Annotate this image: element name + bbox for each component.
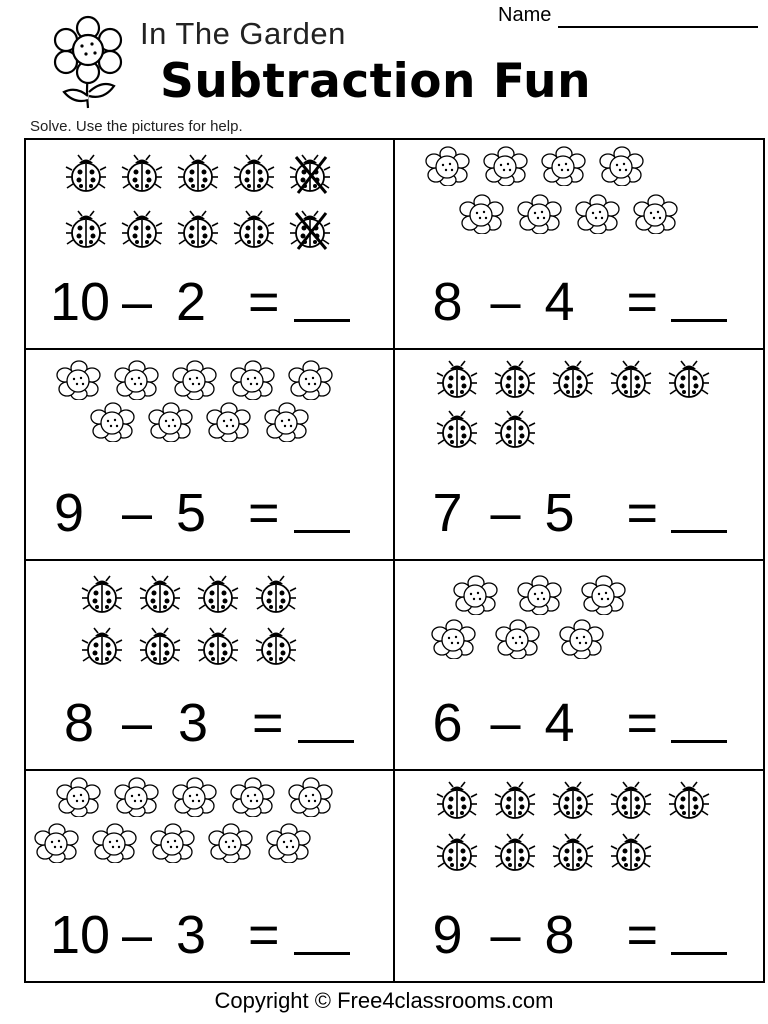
subtrahend: 4 xyxy=(544,692,575,753)
subtrahend: 5 xyxy=(544,482,575,543)
answer-blank[interactable] xyxy=(671,530,727,533)
picture-row xyxy=(34,823,312,863)
ladybug-icon xyxy=(493,833,537,873)
ladybug-icon xyxy=(138,575,182,615)
picture-row xyxy=(459,194,679,234)
flower-icon xyxy=(288,777,334,817)
picture-row xyxy=(435,833,653,873)
ladybug-icon xyxy=(551,833,595,873)
copyright-footer: Copyright © Free4classrooms.com xyxy=(214,988,554,1013)
picture-row xyxy=(56,777,334,817)
flower-icon xyxy=(633,194,679,234)
worksheet-subtitle: In The Garden xyxy=(140,16,346,51)
flower-icon xyxy=(90,402,136,442)
minus-sign: – xyxy=(122,692,153,753)
ladybug-icon xyxy=(435,360,479,400)
answer-blank[interactable] xyxy=(671,319,727,322)
ladybug-icon xyxy=(493,360,537,400)
crossed-ladybug-icon xyxy=(288,210,332,250)
equals-sign: = xyxy=(252,692,284,753)
problem-grid xyxy=(24,138,765,983)
picture-row xyxy=(80,627,298,667)
crossed-ladybug-icon xyxy=(288,154,332,194)
ladybug-icon xyxy=(232,154,276,194)
flower-icon xyxy=(581,575,627,615)
equals-sign: = xyxy=(248,482,280,543)
flower-icon xyxy=(92,823,138,863)
equals-sign: = xyxy=(626,905,659,965)
picture-row xyxy=(435,360,711,400)
flower-icon xyxy=(230,360,276,400)
picture-row xyxy=(64,210,332,250)
problem-cell xyxy=(26,561,395,771)
flower-icon xyxy=(56,360,102,400)
equals-sign: = xyxy=(248,272,280,333)
equals-sign: = xyxy=(626,692,659,753)
picture-row xyxy=(453,575,627,615)
subtrahend: 2 xyxy=(176,272,207,333)
answer-blank[interactable] xyxy=(298,740,354,743)
ladybug-icon xyxy=(64,210,108,250)
ladybug-icon xyxy=(176,154,220,194)
ladybug-icon xyxy=(196,627,240,667)
minuend: 9 xyxy=(432,905,463,965)
ladybug-icon xyxy=(667,360,711,400)
flower-icon xyxy=(34,823,80,863)
flower-icon xyxy=(453,575,499,615)
problem-cell xyxy=(395,771,764,981)
ladybug-icon xyxy=(120,210,164,250)
subtraction-equation xyxy=(395,899,764,971)
flower-icon xyxy=(483,146,529,186)
problem-cell xyxy=(26,350,395,560)
ladybug-icon xyxy=(609,833,653,873)
answer-blank[interactable] xyxy=(671,952,727,955)
ladybug-icon xyxy=(551,360,595,400)
flower-icon xyxy=(208,823,254,863)
flower-icon xyxy=(288,360,334,400)
ladybug-icon xyxy=(609,781,653,821)
minus-sign: – xyxy=(490,692,521,753)
flower-icon xyxy=(206,402,252,442)
flower-icon xyxy=(495,619,541,659)
subtraction-equation xyxy=(26,899,393,971)
flower-icon xyxy=(559,619,605,659)
worksheet-title: Subtraction Fun xyxy=(160,54,592,109)
flower-icon xyxy=(230,777,276,817)
problem-cell xyxy=(395,350,764,560)
ladybug-icon xyxy=(493,781,537,821)
subtrahend: 3 xyxy=(176,905,207,965)
picture-row xyxy=(435,781,711,821)
flower-icon xyxy=(425,146,471,186)
subtrahend: 3 xyxy=(178,692,209,753)
minus-sign: – xyxy=(490,482,521,543)
flower-icon xyxy=(150,823,196,863)
answer-blank[interactable] xyxy=(671,740,727,743)
ladybug-icon xyxy=(176,210,220,250)
picture-row xyxy=(431,619,605,659)
flower-icon xyxy=(459,194,505,234)
subtrahend: 5 xyxy=(176,482,207,543)
subtraction-equation xyxy=(26,266,393,338)
minus-sign: – xyxy=(122,905,153,965)
ladybug-icon xyxy=(196,575,240,615)
problem-cell xyxy=(26,140,395,350)
equals-sign: = xyxy=(248,905,280,965)
flower-icon xyxy=(172,777,218,817)
subtraction-equation xyxy=(395,477,764,549)
flower-icon xyxy=(148,402,194,442)
problem-cell xyxy=(395,561,764,771)
flower-logo-icon xyxy=(48,14,128,110)
flower-icon xyxy=(114,360,160,400)
minuend: 8 xyxy=(64,692,95,753)
name-label: Name xyxy=(498,4,552,26)
picture-row xyxy=(435,410,537,450)
flower-icon xyxy=(517,194,563,234)
name-field-line[interactable] xyxy=(558,26,758,28)
minuend: 9 xyxy=(54,482,85,543)
ladybug-icon xyxy=(80,627,124,667)
minuend: 10 xyxy=(50,905,111,965)
answer-blank[interactable] xyxy=(294,952,350,955)
flower-icon xyxy=(172,360,218,400)
answer-blank[interactable] xyxy=(294,319,350,322)
ladybug-icon xyxy=(551,781,595,821)
picture-row xyxy=(80,575,298,615)
flower-icon xyxy=(575,194,621,234)
minus-sign: – xyxy=(490,272,521,333)
picture-row xyxy=(64,154,332,194)
flower-icon xyxy=(431,619,477,659)
ladybug-icon xyxy=(80,575,124,615)
ladybug-icon xyxy=(120,154,164,194)
ladybug-icon xyxy=(64,154,108,194)
subtraction-equation xyxy=(26,687,393,759)
problem-cell xyxy=(395,140,764,350)
ladybug-icon xyxy=(254,575,298,615)
answer-blank[interactable] xyxy=(294,530,350,533)
ladybug-icon xyxy=(435,833,479,873)
minuend: 8 xyxy=(432,272,463,333)
instructions: Solve. Use the pictures for help. xyxy=(30,118,243,135)
minuend: 10 xyxy=(50,272,111,333)
flower-icon xyxy=(266,823,312,863)
flower-icon xyxy=(599,146,645,186)
equals-sign: = xyxy=(626,482,659,543)
minus-sign: – xyxy=(122,482,153,543)
ladybug-icon xyxy=(138,627,182,667)
subtrahend: 8 xyxy=(544,905,575,965)
minuend: 6 xyxy=(432,692,463,753)
subtrahend: 4 xyxy=(544,272,575,333)
flower-icon xyxy=(114,777,160,817)
minus-sign: – xyxy=(490,905,521,965)
flower-icon xyxy=(264,402,310,442)
flower-icon xyxy=(541,146,587,186)
picture-row xyxy=(425,146,645,186)
picture-row xyxy=(90,402,310,442)
ladybug-icon xyxy=(254,627,298,667)
subtraction-equation xyxy=(26,477,393,549)
minus-sign: – xyxy=(122,272,153,333)
ladybug-icon xyxy=(667,781,711,821)
ladybug-icon xyxy=(435,410,479,450)
ladybug-icon xyxy=(435,781,479,821)
flower-icon xyxy=(517,575,563,615)
minuend: 7 xyxy=(432,482,463,543)
ladybug-icon xyxy=(609,360,653,400)
ladybug-icon xyxy=(493,410,537,450)
equals-sign: = xyxy=(626,272,659,333)
picture-row xyxy=(56,360,334,400)
flower-icon xyxy=(56,777,102,817)
subtraction-equation xyxy=(395,266,764,338)
problem-cell xyxy=(26,771,395,981)
ladybug-icon xyxy=(232,210,276,250)
subtraction-equation xyxy=(395,687,764,759)
